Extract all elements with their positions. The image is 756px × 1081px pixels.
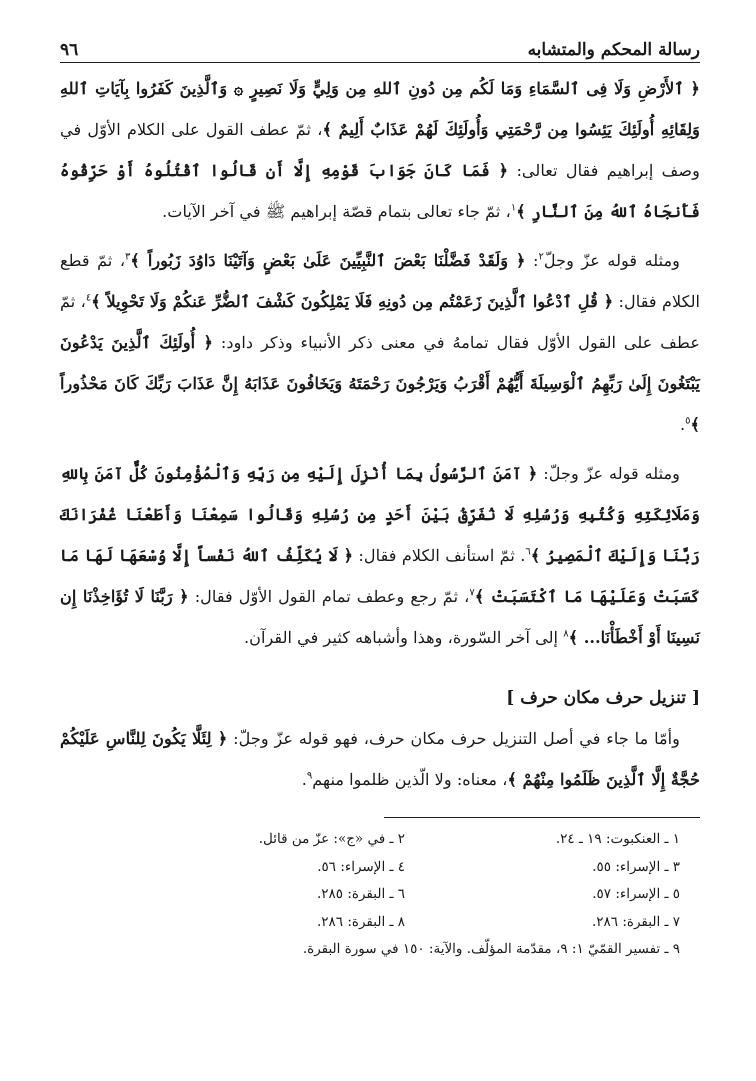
quran-verse: ﴿ أُولَئِكَ ٱلَّذِينَ يَدْعُونَ يَبْتَغُونَ إِلَىٰ رَبِّهِمُ ٱلْوَسِيلَةَ أَيُّهُمْ أَقْرَبُ وَيَرْجُونَ رَحْمَتَهُ وَيَخَافُونَ عَذَابَهُ إِنَّ عَذَابَ رَبِّكَ كَانَ مَحْذُوراً ﴾ <box>60 333 700 434</box>
footnote-ref: ٧ <box>469 587 475 599</box>
footnote-5: ٥ ـ الإسراء: ٥٧. <box>592 886 680 902</box>
footnote-ref: ٢ <box>538 251 544 263</box>
footnote-6: ٦ ـ البقرة: ٢٨٥. <box>317 886 405 902</box>
page-number: ٩٦ <box>60 40 79 60</box>
footnote-row <box>130 909 680 937</box>
footnote-row <box>130 826 680 854</box>
footnote-ref: ٤ <box>85 292 92 304</box>
text-run: ومثله قوله عزّ وجلّ: <box>537 464 680 483</box>
quran-verse: ﴿ قُلِ ٱدْعُوا ٱلَّذِينَ زَعَمْتُم مِن دُونِهِ فَلَا يَمْلِكُونَ كَشْفَ ٱلضُّرِّ عَنكُمْ وَلَا تَحْوِيلاً ﴾ <box>91 292 614 311</box>
header-rule <box>60 62 700 63</box>
paragraph-4 <box>60 718 700 800</box>
text-run: ، ثمّ رجع وعطف تمام القول الأوّل فقال: <box>188 587 470 606</box>
paragraph-3 <box>60 453 700 658</box>
main-text <box>60 68 700 808</box>
footnote-ref: ٦ <box>525 546 531 558</box>
text-run: . <box>301 770 307 789</box>
footnote-ref: ٥ <box>685 415 691 427</box>
footnote-9: ٩ ـ تفسير القمّيّ ١: ٩، مقدّمة المؤلّف. والآية: ١٥٠ في سورة البقرة. <box>302 941 680 957</box>
paragraph-2 <box>60 240 700 445</box>
text-run: إلى آخر السّورة، وهذا وأشباهه كثير في القرآن. <box>243 628 564 647</box>
text-run: : <box>525 251 539 270</box>
text-run: ومثله قوله عزّ وجلّ <box>543 251 680 270</box>
text-run: وأمّا ما جاء في أصل التنزيل حرف مكان حرف، فهو قوله عزّ وجلّ: <box>227 729 680 748</box>
footnote-row <box>130 881 680 909</box>
text-run: ، ثمّ عطف على القول الأوّل فقال تمامهُ في معنى ذكر الأنبياء وذكر داود: <box>60 292 700 352</box>
footnote-rule <box>384 817 700 818</box>
footnote-8: ٨ ـ البقرة: ٢٨٦. <box>317 913 405 930</box>
footnote-3: ٣ ـ الإسراء: ٥٥. <box>592 858 680 875</box>
footnote-1: ١ ـ العنكبوت: ١٩ ـ ٢٤. <box>555 831 680 847</box>
quran-verse: ﴿ آمَنَ ٱلرَّسُولُ بِمَا أُنْزِلَ إِلَيْهِ مِن رَبِّهِ وَٱلْمُؤْمِنُونَ كُلٌّ آمَنَ بِاللهِ وَمَلَائِكَتِهِ وَكُتُبِهِ وَرُسُلِهِ لَا نُفَرِّقُ بَيْنَ أَحَدٍ مِن رُسُلِهِ وَقَالُوا سَمِعْنَا وَأَطَعْنَا غُفْرَانَكَ رَبَّنَا وَإِلَيْكَ ٱلْمَصِيرُ ﴾ <box>60 464 700 565</box>
footnote-ref: ١ <box>510 202 517 214</box>
footnote-ref: ٩ <box>306 770 313 782</box>
text-run: . <box>679 415 686 434</box>
footnote-4: ٤ ـ الإسراء: ٥٦. <box>317 858 405 875</box>
footnote-ref: ٣ <box>125 251 131 263</box>
quran-verse: ﴿ فَمَا كَانَ جَوَابَ قَوْمِهِ إِلَّا أَن قَالُوا ٱقْتُلُوهُ أَوْ حَرِّقُوهُ فَأَنجَاهُ ٱللهُ مِنَ ٱلنَّارِ ﴾ <box>60 161 700 221</box>
footnote-row <box>130 854 680 882</box>
section-heading: [ تنزيل حرف مكان حرف ] <box>506 688 700 708</box>
quran-verse: ﴿ ٱلأَرْضِ وَلَا فِى ٱلسَّمَاءِ وَمَا لَكُم مِن دُونِ ٱللهِ مِن وَلِيٍّ وَلَا نَصِيرٍ ۞ وَٱلَّذِينَ كَفَرُوا بِآيَاتِ ٱللهِ وَلِقَائِهِ أُولَئِكَ يَئِسُوا مِن رَّحْمَتِي وَأُولَئِكَ لَهُمْ عَذَابٌ أَلِيمٌ ﴾ <box>60 79 700 139</box>
running-title: رسالة المحكم والمتشابه <box>527 40 700 60</box>
quran-verse: ﴿ لِئَلَّا يَكُونَ لِلنَّاسِ عَلَيْكُمْ حُجَّةٌ إِلَّا ٱلَّذِينَ ظَلَمُوا مِنْهُمْ ﴾ <box>60 729 700 789</box>
text-run: ، ثمّ قطع الكلام فقال: <box>60 251 701 311</box>
text-run: . ثمّ استأنف الكلام فقال: <box>353 546 526 565</box>
footnote-ref: ٨ <box>563 628 569 640</box>
footnotes <box>130 826 680 964</box>
text-run: ، ثمّ جاء تعالى بتمام قصّة إبراهيم ﷺ في آخر الآيات. <box>162 202 511 221</box>
footnote-row <box>130 936 680 964</box>
quran-verse: ﴿ رَبَّنَا لَا تُؤَاخِذْنَا إِن نَسِينَا أَوْ أَخْطَأْنَا... ﴾ <box>60 587 700 647</box>
text-run: ، ثمّ عطف القول على الكلام الأوّل في وصف إبراهيم فقال تعالى: <box>60 120 700 180</box>
text-run: ، معناه: ولا الّذين ظلموا منهم <box>312 770 508 789</box>
footnote-2: ٢ ـ في «ج»: عزّ من قائل. <box>258 831 405 847</box>
page-header <box>60 30 700 60</box>
quran-verse: ﴿ وَلَقَدْ فَضَّلْنَا بَعْضَ ٱلنَّبِيِّينَ عَلَىٰ بَعْضٍ وَآتَيْنَا دَاوُدَ زَبُوراً ﴾ <box>130 251 526 270</box>
footnote-7: ٧ ـ البقرة: ٢٨٦. <box>592 913 680 930</box>
quran-verse: ﴿ لَا يُكَلِّفُ ٱللهُ نَفْساً إِلَّا وُسْعَهَا لَهَا مَا كَسَبَتْ وَعَلَيْهَا مَا ٱكْتَسَبَتْ ﴾ <box>60 546 701 606</box>
paragraph-1 <box>60 68 700 232</box>
